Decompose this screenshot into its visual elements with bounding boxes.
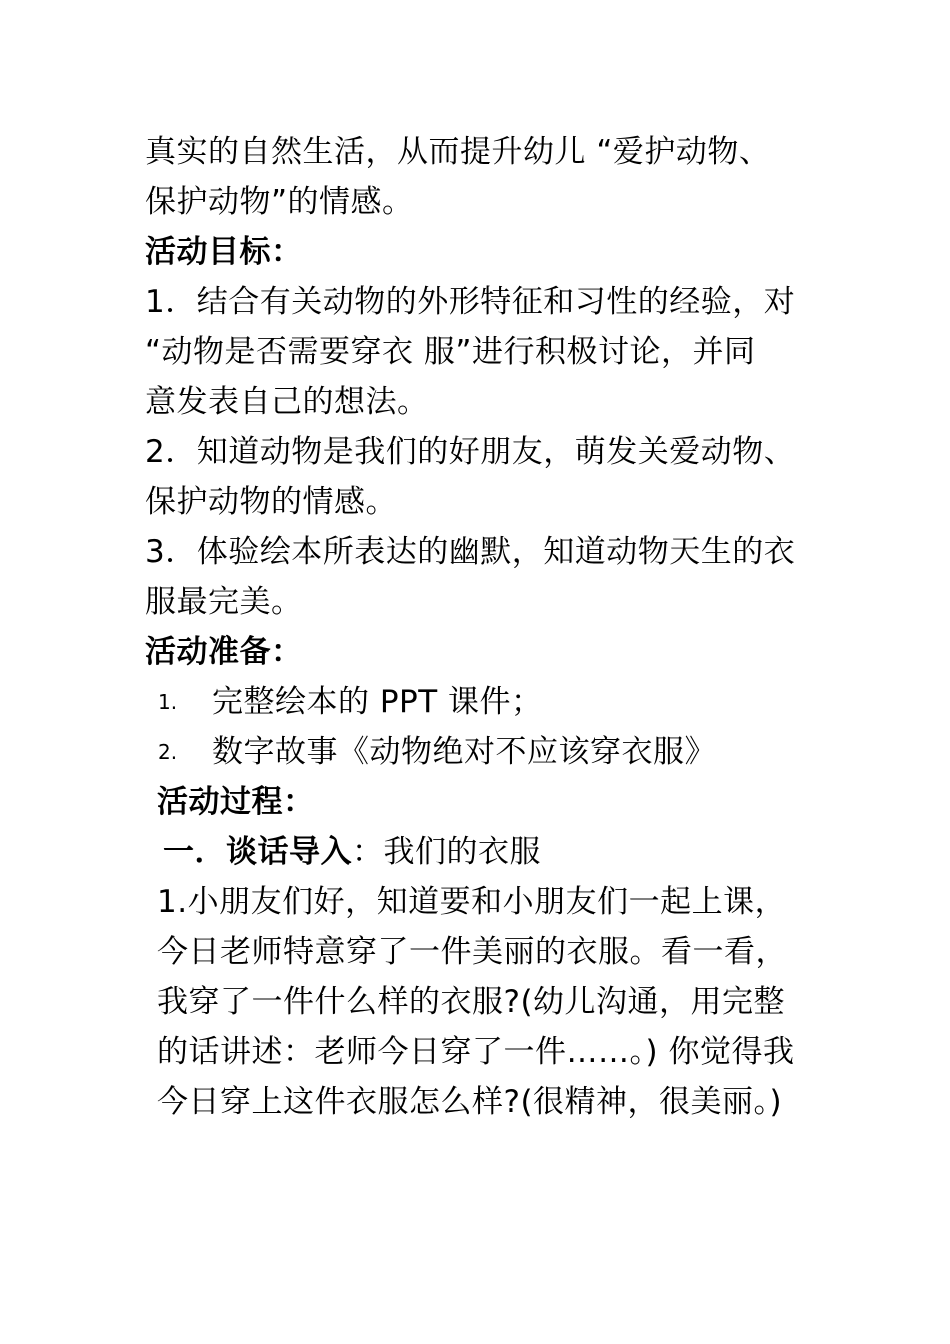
goal-1-line-1: 1．结合有关动物的外形特征和习性的经验，对 bbox=[145, 284, 796, 320]
paragraph-line-2: 今日老师特意穿了一件美丽的衣服。看一看， bbox=[157, 934, 787, 970]
preparation-item-1-number: 1. bbox=[158, 690, 178, 714]
intro-line-1: 真实的自然生活，从而提升幼儿 “爱护动物、 bbox=[145, 134, 771, 170]
preparation-item-2-number: 2. bbox=[158, 740, 178, 764]
paragraph-line-3: 我穿了一件什么样的衣服?(幼儿沟通，用完整 bbox=[157, 984, 786, 1020]
section-1-title bbox=[163, 827, 541, 877]
goal-3-line-2: 服最完美。 bbox=[145, 584, 303, 620]
paragraph-line-5: 今日穿上这件衣服怎么样?(很精神，很美丽。) bbox=[157, 1084, 783, 1120]
preparation-item-2-text: 数字故事《动物绝对不应该穿衣服》 bbox=[212, 734, 716, 770]
section-1-title-bold: 一．谈话导入 bbox=[163, 834, 352, 870]
process-heading: 活动过程： bbox=[157, 784, 315, 820]
goal-2-line-1: 2．知道动物是我们的好朋友，萌发关爱动物、 bbox=[145, 434, 796, 470]
intro-line-2: 保护动物”的情感。 bbox=[145, 184, 414, 220]
goal-1-line-3: 意发表自己的想法。 bbox=[145, 384, 429, 420]
paragraph-line-4: 的话讲述：老师今日穿了一件……。) 你觉得我 bbox=[157, 1034, 795, 1070]
goal-2-line-2: 保护动物的情感。 bbox=[145, 484, 397, 520]
paragraph-line-1: 1.小朋友们好，知道要和小朋友们一起上课， bbox=[157, 884, 787, 920]
goal-3-line-1: 3．体验绘本所表达的幽默，知道动物天生的衣 bbox=[145, 534, 796, 570]
preparation-item-1-text: 完整绘本的 PPT 课件； bbox=[212, 684, 543, 720]
section-1-title-rest: ：我们的衣服 bbox=[352, 834, 541, 870]
goals-heading: 活动目标： bbox=[145, 234, 303, 270]
preparation-heading: 活动准备： bbox=[145, 634, 303, 670]
goal-1-line-2: “动物是否需要穿衣 服”进行积极讨论，并同 bbox=[145, 334, 756, 370]
